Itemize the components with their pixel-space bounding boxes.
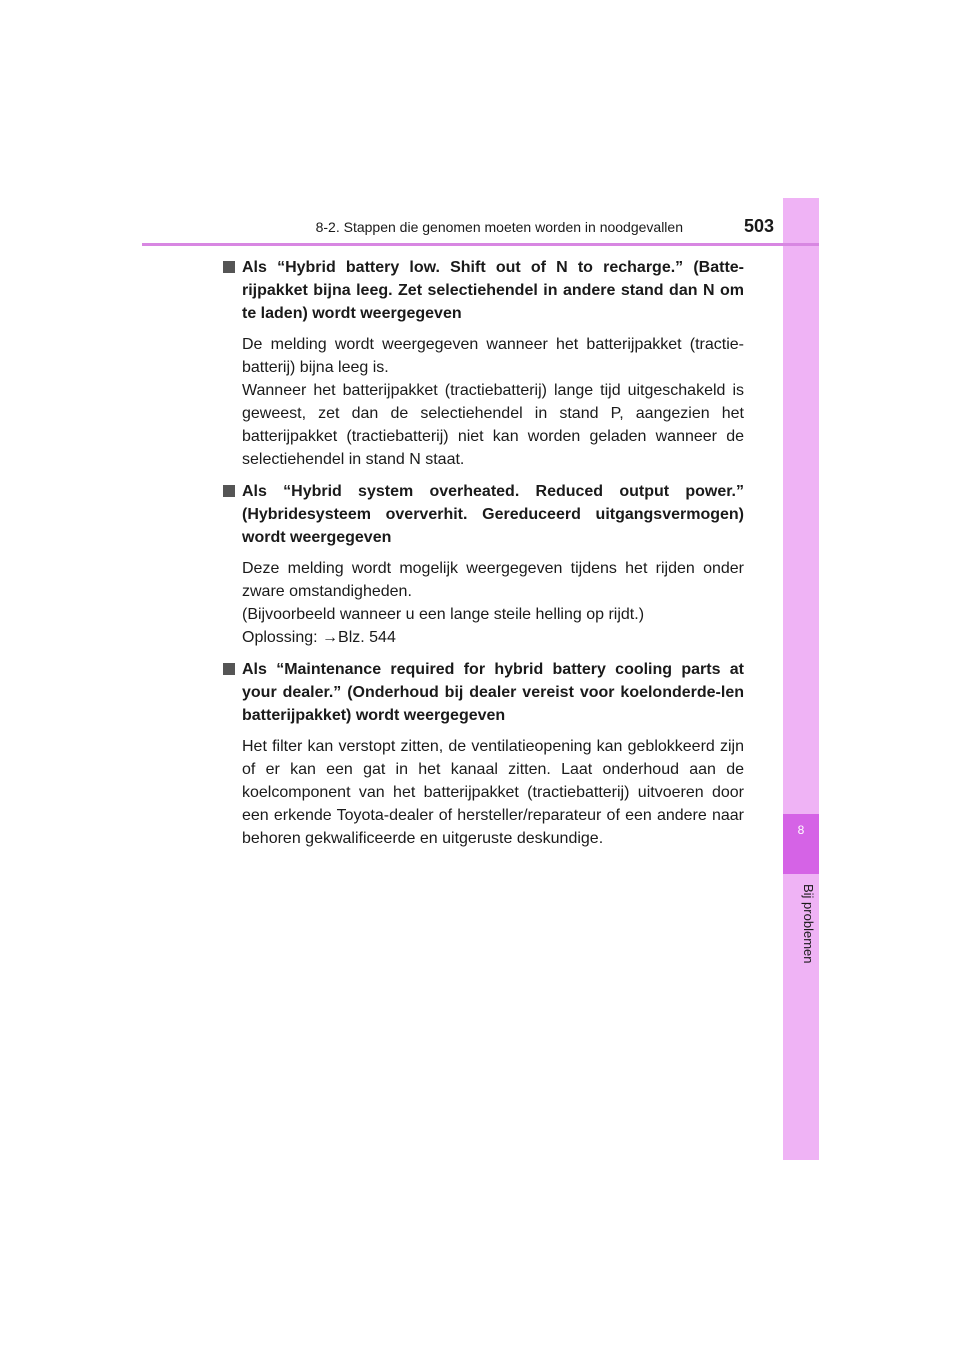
chapter-title: Bij problemen — [801, 884, 816, 964]
page-number: 503 — [743, 216, 774, 236]
page-content — [222, 256, 744, 859]
item-body — [222, 333, 744, 471]
chapter-number: 8 — [797, 823, 805, 837]
item-heading: Als “Hybrid battery low. Shift out of N to recharge.” (Batte-rijpakket bijna leeg. Zet selectiehendel in andere stand dan N om te laden) wordt weergegeven — [222, 256, 744, 325]
item-body — [222, 557, 744, 649]
body-line: Deze melding wordt mogelijk weergegeven tijdens het rijden onder zware omstandigheden. — [242, 560, 744, 600]
body-line: (Bijvoorbeeld wanneer u een lange steile helling op rijdt.) — [242, 606, 645, 623]
chapter-number-tab — [783, 814, 819, 874]
message-item-battery-low — [222, 256, 744, 471]
item-body — [222, 735, 744, 850]
item-heading: Als “Maintenance required for hybrid battery cooling parts at your dealer.” (Onderhoud bij dealer vereist voor koelonderde-len batterijpakket) wordt weergegeven — [222, 658, 744, 727]
square-bullet-icon — [223, 663, 235, 675]
chapter-sidebar — [783, 198, 819, 1160]
message-item-cooling-maintenance — [222, 658, 744, 850]
message-item-overheated — [222, 480, 744, 649]
body-line: De melding wordt weergegeven wanneer het batterijpakket (tractie-batterij) bijna leeg is. — [242, 336, 744, 376]
square-bullet-icon — [223, 261, 235, 273]
section-title: 8-2. Stappen die genomen moeten worden in noodgevallen — [315, 219, 683, 235]
header-divider — [142, 243, 819, 246]
page-reference: Oplossing: →Blz. 544 — [242, 629, 396, 646]
body-line: Het filter kan verstopt zitten, de ventilatieopening kan geblokkeerd zijn of er kan een gat in het kanaal zitten. Laat onderhoud aan de koelcomponent van het batterijpakket (tractiebatterij) uitvoeren door een erkende Toyota-dealer of hersteller/reparateur of een andere naar behoren gekwalificeerde en uitgeruste deskundige. — [242, 738, 744, 847]
square-bullet-icon — [223, 485, 235, 497]
item-heading: Als “Hybrid system overheated. Reduced output power.” (Hybridesysteem oververhit. Gereduceerd uitgangsvermogen) wordt weergegeven — [222, 480, 744, 549]
body-line: Wanneer het batterijpakket (tractiebatterij) lange tijd uitgeschakeld is geweest, zet dan de selectiehendel in stand P, aangezien het batterijpakket (tractiebatterij) niet kan worden geladen wanneer de selectiehendel in stand N staat. — [242, 382, 744, 468]
